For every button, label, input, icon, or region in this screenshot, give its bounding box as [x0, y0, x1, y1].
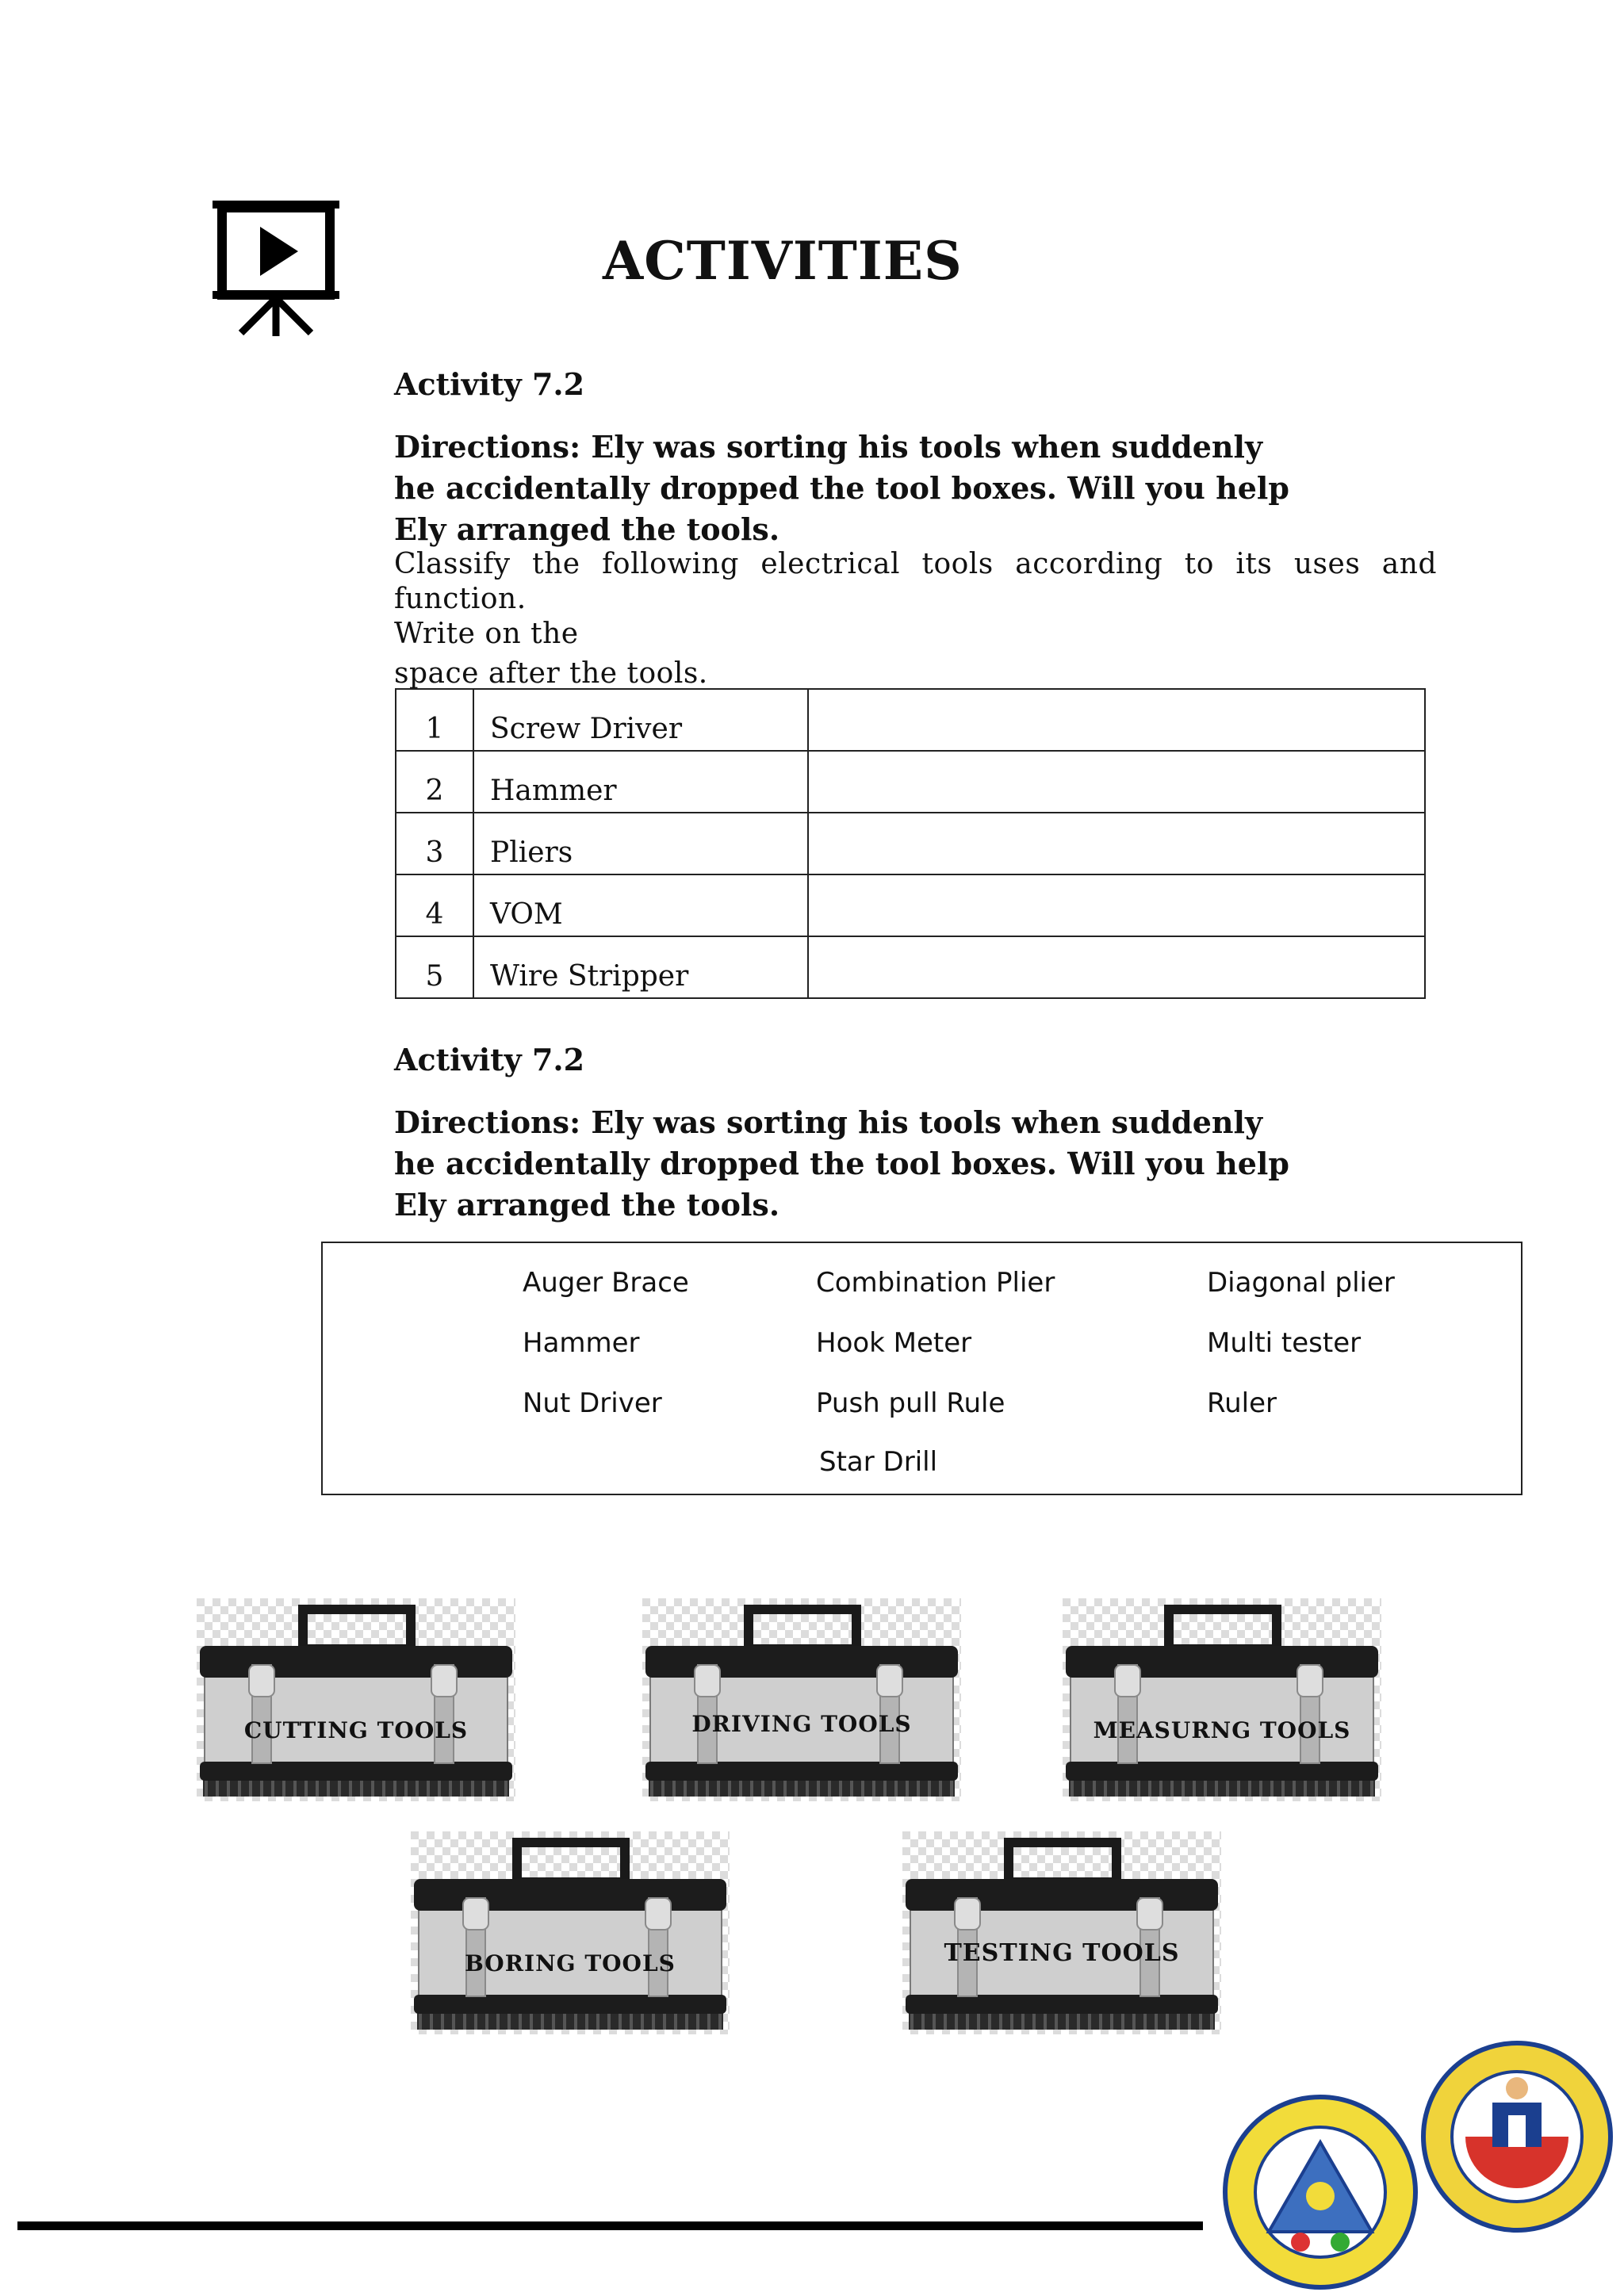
toolbox-label: CUTTING TOOLS [243, 1717, 469, 1743]
table-row [396, 751, 1425, 813]
row-number: 4 [396, 874, 473, 936]
row-number: 1 [396, 689, 473, 751]
toolbox-label: BORING TOOLS [465, 1950, 676, 1976]
word-bank-item: Diagonal plier [1207, 1267, 1395, 1299]
directions-line: he accidentally dropped the tool boxes. Will you help [394, 1146, 1289, 1181]
tool-name: Wire Stripper [473, 936, 808, 998]
division-seal-logo [1221, 2093, 1419, 2291]
answer-cell[interactable] [808, 874, 1425, 936]
toolbox-label: TESTING TOOLS [944, 1939, 1180, 1967]
word-bank-item: Multi tester [1207, 1327, 1362, 1359]
directions-line: Ely arranged the tools. [394, 511, 780, 547]
word-bank [321, 1242, 1522, 1495]
answer-cell[interactable] [808, 813, 1425, 874]
driving-tools-box[interactable] [642, 1598, 961, 1801]
table-row [396, 813, 1425, 874]
tool-name: Pliers [473, 813, 808, 874]
boring-tools-box[interactable] [411, 1831, 730, 2034]
directions-line: he accidentally dropped the tool boxes. Will you help [394, 470, 1289, 506]
word-bank-item: Auger Brace [523, 1267, 689, 1299]
tool-name: Hammer [473, 751, 808, 813]
row-number: 3 [396, 813, 473, 874]
activity-heading-2: Activity 7.2 [394, 1042, 585, 1077]
directions-line: Directions: Ely was sorting his tools when suddenly [394, 429, 1263, 465]
word-bank-item: Push pull Rule [816, 1387, 1005, 1419]
word-bank-item: Hook Meter [816, 1327, 972, 1359]
instructions-line: Write on the [394, 618, 579, 650]
tools-table [395, 688, 1426, 999]
table-row [396, 689, 1425, 751]
directions-line: Ely arranged the tools. [394, 1187, 780, 1223]
word-bank-item: Hammer [523, 1327, 640, 1359]
word-bank-item: Ruler [1207, 1387, 1277, 1419]
toolbox-icon [642, 1598, 961, 1801]
answer-cell[interactable] [808, 936, 1425, 998]
cutting-tools-box[interactable] [197, 1598, 515, 1801]
directions-2 [394, 1102, 1473, 1226]
row-number: 2 [396, 751, 473, 813]
presentation-board-icon [213, 197, 339, 339]
tool-name: Screw Driver [473, 689, 808, 751]
instructions-line: Classify the following electrical tools according to its uses and function. [394, 548, 1437, 615]
answer-cell[interactable] [808, 751, 1425, 813]
measuring-tools-box[interactable] [1063, 1598, 1381, 1801]
word-bank-item: Combination Plier [816, 1267, 1055, 1299]
word-bank-item: Star Drill [819, 1446, 938, 1478]
table-row [396, 936, 1425, 998]
instructions [394, 547, 1437, 691]
toolbox-icon [197, 1598, 515, 1801]
toolbox-label: MEASURNG TOOLS [1093, 1717, 1351, 1743]
activity-heading-1: Activity 7.2 [394, 366, 585, 402]
page-title: ACTIVITIES [603, 230, 963, 292]
tool-name: VOM [473, 874, 808, 936]
directions-1 [394, 427, 1473, 550]
testing-tools-box[interactable] [902, 1831, 1221, 2034]
row-number: 5 [396, 936, 473, 998]
toolbox-icon [1063, 1598, 1381, 1801]
word-bank-item: Nut Driver [523, 1387, 662, 1419]
instructions-line: space after the tools. [394, 657, 708, 690]
pasig-city-seal-logo [1419, 2039, 1614, 2234]
toolbox-label: DRIVING TOOLS [691, 1711, 912, 1737]
table-row [396, 874, 1425, 936]
toolbox-icon [902, 1831, 1221, 2034]
toolbox-icon [411, 1831, 730, 2034]
answer-cell[interactable] [808, 689, 1425, 751]
footer-rule [17, 2221, 1203, 2230]
directions-line: Directions: Ely was sorting his tools when suddenly [394, 1104, 1263, 1140]
